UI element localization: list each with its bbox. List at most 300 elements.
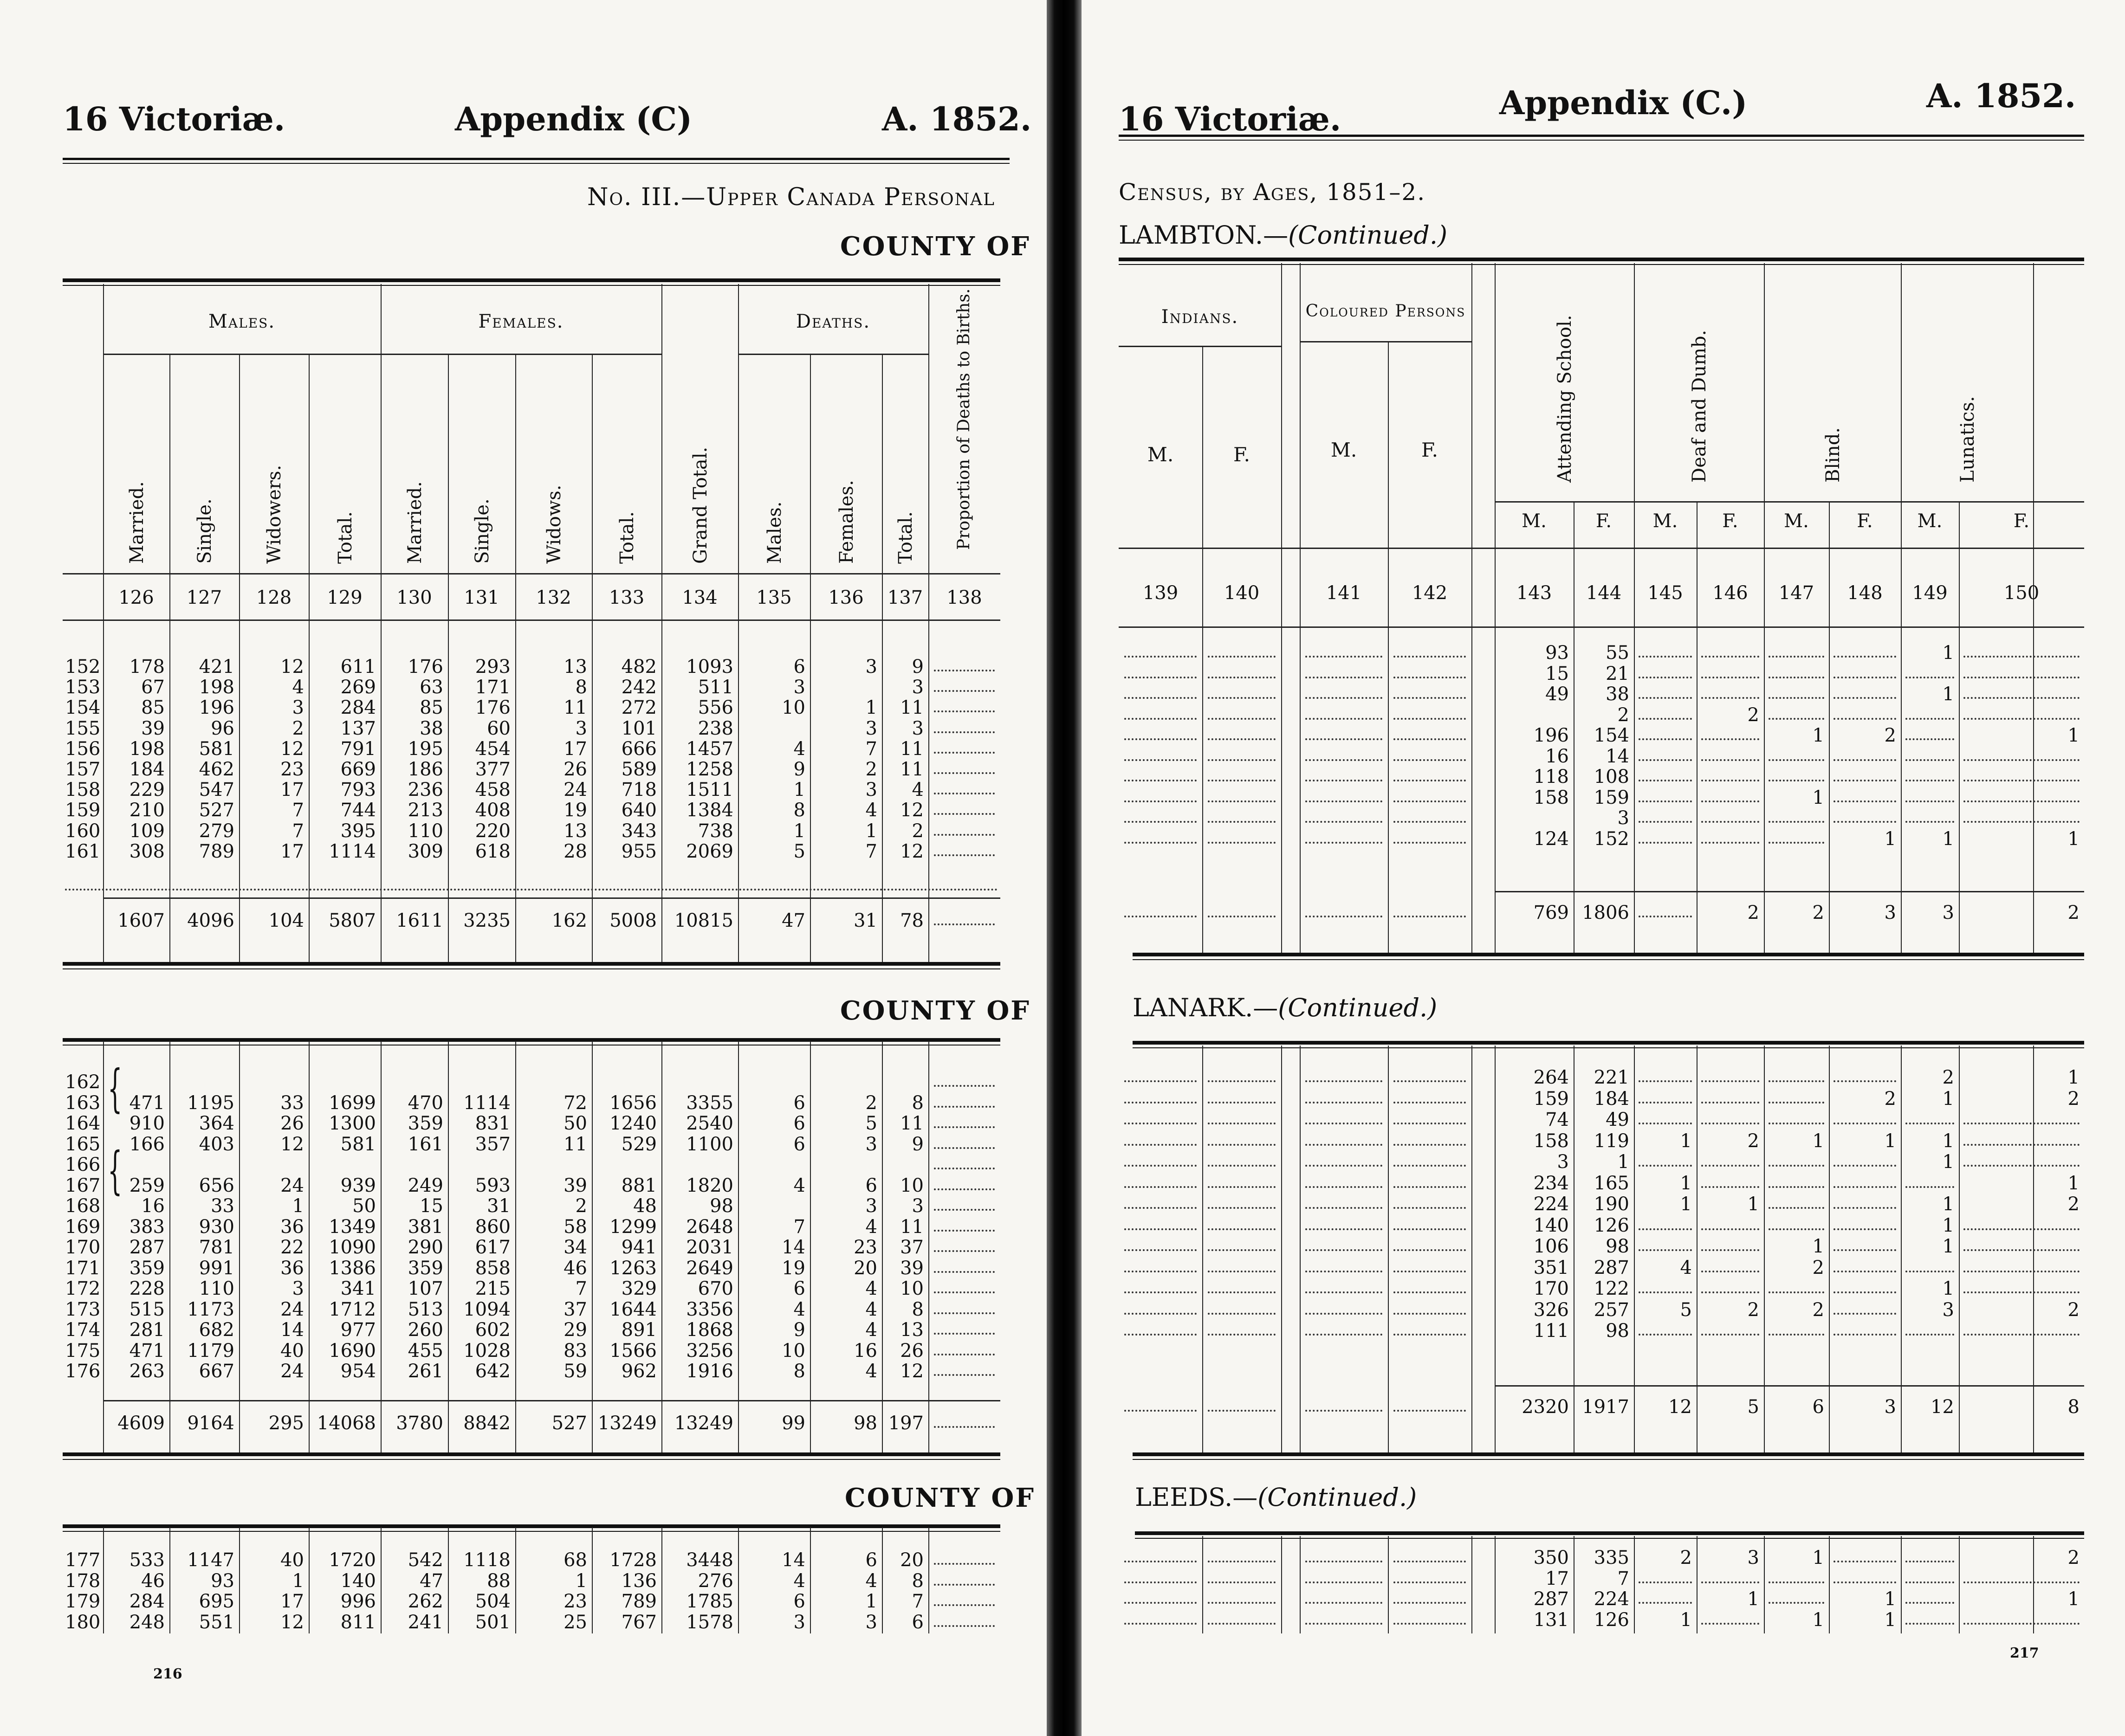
dot-leader (1639, 718, 1692, 720)
dot-leader (1305, 677, 1382, 678)
total-cell: 1917 (1582, 1396, 1629, 1418)
dot-leader (1305, 1602, 1382, 1604)
data-cell: 98 (1606, 1236, 1629, 1257)
data-cell: 7 (1617, 1568, 1629, 1589)
data-cell: 350 (1533, 1547, 1569, 1568)
data-cell: 178 (129, 656, 165, 678)
column-number: 144 (1586, 582, 1622, 604)
dot-leader (1305, 1144, 1382, 1146)
data-cell: 2649 (686, 1257, 733, 1279)
data-cell: 962 (621, 1361, 657, 1382)
dot-leader (65, 889, 998, 891)
header-bottom-rule (1119, 548, 2084, 549)
total-cell: 5 (1747, 1396, 1759, 1418)
data-cell: 811 (340, 1611, 376, 1633)
data-cell: 46 (564, 1257, 587, 1279)
dot-leader (1208, 697, 1276, 699)
data-cell: 12 (900, 840, 924, 862)
column-number: 147 (1778, 582, 1814, 604)
group-label-indians: Indians. (1161, 306, 1239, 328)
total-cell: 3235 (463, 910, 511, 931)
dot-leader (1905, 1123, 1954, 1124)
data-cell: 2 (865, 759, 877, 780)
data-cell: 221 (1594, 1067, 1629, 1088)
data-cell: 1 (1812, 1547, 1824, 1568)
data-cell: 272 (621, 697, 657, 719)
data-cell: 1 (1680, 1172, 1692, 1194)
data-cell: 159 (1594, 787, 1629, 808)
header-center: Appendix (C.) (1499, 84, 1748, 122)
section-3-top-rule (63, 1524, 1000, 1532)
dot-leader (1963, 1581, 2080, 1583)
column-number-rule (63, 620, 1000, 621)
column-header-group: Blind. (1822, 427, 1844, 483)
dot-leader (1963, 780, 2080, 781)
data-cell: 3 (1747, 1547, 1759, 1568)
dot-leader (1639, 656, 1692, 658)
data-cell: 2 (1747, 1130, 1759, 1152)
row-number: 175 (65, 1340, 101, 1362)
dot-leader (1208, 1080, 1276, 1082)
dot-leader (1393, 1165, 1466, 1167)
data-cell: 229 (129, 779, 165, 801)
dot-leader (1963, 718, 2080, 720)
data-cell: 184 (1594, 1088, 1629, 1110)
column-number: 145 (1647, 582, 1683, 604)
data-cell: 1 (1884, 828, 1896, 850)
dot-leader (1963, 1334, 2080, 1336)
leeds-continued: (Continued.) (1257, 1483, 1417, 1512)
dot-leader (1963, 677, 2080, 678)
total-cell: 8 (2067, 1396, 2080, 1418)
dot-leader (1305, 1080, 1382, 1082)
data-cell: 58 (564, 1216, 587, 1238)
data-cell: 12 (280, 1133, 304, 1155)
data-cell: 891 (621, 1319, 657, 1341)
data-cell: 17 (280, 779, 304, 801)
data-cell: 93 (1545, 642, 1569, 664)
row-number: 172 (65, 1278, 101, 1299)
data-cell: 2 (2067, 1194, 2080, 1215)
dot-leader (1639, 1080, 1692, 1082)
dot-leader (1701, 697, 1759, 699)
data-cell: 262 (408, 1591, 443, 1612)
total-cell: 47 (782, 910, 805, 931)
dot-leader (1701, 1271, 1759, 1272)
group-rule-males (103, 354, 381, 355)
dot-leader (1208, 1186, 1276, 1188)
data-cell: 269 (340, 677, 376, 698)
data-cell: 3 (1942, 1299, 1954, 1321)
row-number: 167 (65, 1175, 101, 1196)
county-heading-3: COUNTY OF (845, 1483, 1036, 1513)
dot-leader (1833, 1207, 1896, 1209)
dot-leader (1393, 916, 1466, 917)
data-cell: 581 (340, 1133, 376, 1155)
dot-leader (1701, 1291, 1759, 1293)
column-header: Married. (126, 481, 148, 564)
data-cell: 224 (1594, 1588, 1629, 1610)
data-cell: 29 (564, 1319, 587, 1341)
data-cell: 682 (199, 1319, 234, 1341)
dot-leader (1963, 1228, 2080, 1230)
dot-leader (934, 1085, 995, 1087)
data-cell: 941 (621, 1237, 657, 1258)
dot-leader (1639, 1228, 1692, 1230)
data-cell: 341 (340, 1278, 376, 1299)
data-cell: 37 (564, 1298, 587, 1320)
dot-leader (1963, 1144, 2080, 1146)
dot-leader (1905, 759, 1954, 761)
data-cell: 359 (129, 1257, 165, 1279)
data-cell: 109 (129, 820, 165, 842)
header-col-line (1471, 263, 1472, 626)
data-cell: 6 (793, 1113, 805, 1134)
dot-leader (934, 1250, 995, 1252)
dot-leader (1833, 656, 1896, 658)
total-cell: 13249 (674, 1413, 733, 1434)
data-cell: 49 (1545, 684, 1569, 705)
data-cell: 602 (475, 1319, 511, 1341)
data-cell: 1 (1747, 1194, 1759, 1215)
dot-leader (1393, 842, 1466, 844)
row-number: 178 (65, 1570, 101, 1592)
data-cell: 11 (900, 697, 924, 719)
data-cell: 3 (912, 1195, 924, 1217)
data-cell: 1 (575, 1570, 587, 1592)
dot-leader (1208, 1165, 1276, 1167)
dot-leader (1208, 1144, 1276, 1146)
dot-leader (1124, 677, 1197, 678)
total-cell: 4096 (187, 910, 234, 931)
data-cell: 4 (793, 1175, 805, 1196)
dot-leader (1393, 1228, 1466, 1230)
data-cell: 13 (564, 656, 587, 678)
dot-leader (1393, 697, 1466, 699)
dot-leader (1305, 1581, 1382, 1583)
dot-leader (1639, 1165, 1692, 1167)
dot-leader (1124, 1186, 1197, 1188)
data-cell: 234 (1533, 1172, 1569, 1194)
data-cell: 158 (1533, 1130, 1569, 1152)
data-cell: 108 (1594, 766, 1629, 787)
table-title: Census, by Ages, 1851–2. (1119, 179, 1426, 206)
dot-leader (1208, 842, 1276, 844)
folio-left: 216 (153, 1666, 182, 1682)
data-cell: 1 (1942, 1236, 1954, 1257)
total-cell: 3 (1942, 902, 1954, 923)
column-number: 126 (118, 587, 154, 608)
data-cell: 454 (475, 738, 511, 760)
data-cell: 261 (408, 1361, 443, 1382)
col-line (1281, 626, 1282, 953)
data-cell: 7 (292, 820, 304, 842)
column-header: Widows. (543, 484, 565, 564)
data-cell: 6 (793, 1591, 805, 1612)
col-line (1300, 1045, 1301, 1452)
data-cell: 1916 (686, 1361, 733, 1382)
data-cell: 165 (1594, 1172, 1629, 1194)
data-cell: 1699 (329, 1092, 376, 1114)
dot-leader (1208, 1623, 1276, 1625)
data-cell: 2 (1747, 1299, 1759, 1321)
data-cell: 40 (280, 1340, 304, 1362)
data-cell: 4 (865, 1319, 877, 1341)
dot-leader (1305, 1334, 1382, 1336)
data-cell: 4 (865, 1216, 877, 1238)
data-cell: 744 (340, 800, 376, 821)
data-cell: 2 (575, 1195, 587, 1217)
dot-leader (1393, 1186, 1466, 1188)
data-cell: 284 (340, 697, 376, 719)
data-cell: 17 (564, 738, 587, 760)
data-cell: 158 (1533, 787, 1569, 808)
dot-leader (1905, 1271, 1954, 1272)
data-cell: 119 (1594, 1130, 1629, 1152)
col-line (1281, 1536, 1282, 1633)
data-cell: 1868 (686, 1319, 733, 1341)
data-cell: 13 (564, 820, 587, 842)
data-cell: 48 (633, 1195, 657, 1217)
total-cell: 12 (1668, 1396, 1692, 1418)
data-cell: 59 (564, 1361, 587, 1382)
data-cell: 551 (199, 1611, 234, 1633)
row-number: 176 (65, 1361, 101, 1382)
data-cell: 224 (1533, 1194, 1569, 1215)
data-cell: 1712 (329, 1298, 376, 1320)
data-cell: 28 (564, 840, 587, 862)
data-cell: 36 (280, 1257, 304, 1279)
dot-leader (934, 1230, 995, 1232)
dot-leader (1769, 842, 1824, 844)
dot-leader (934, 1604, 995, 1606)
data-cell: 501 (475, 1611, 511, 1633)
dot-leader (1305, 738, 1382, 740)
data-cell: 2 (1942, 1067, 1954, 1088)
dot-leader (1905, 1561, 1954, 1562)
group-rule-females (381, 354, 661, 355)
data-cell: 26 (280, 1113, 304, 1134)
data-cell: 10 (782, 1340, 805, 1362)
dot-leader (1769, 1080, 1824, 1082)
data-cell: 23 (564, 1591, 587, 1612)
dot-leader (1963, 821, 2080, 823)
column-number: 127 (186, 587, 222, 608)
col-line (1471, 1536, 1472, 1633)
data-cell: 1114 (329, 840, 376, 862)
dot-leader (1305, 780, 1382, 781)
data-cell: 264 (1533, 1067, 1569, 1088)
row-number: 166 (65, 1154, 101, 1175)
sub-mf-label: F. (2013, 510, 2030, 532)
data-cell: 14 (1606, 745, 1629, 767)
data-cell: 930 (199, 1216, 234, 1238)
column-number: 135 (756, 587, 792, 608)
data-cell: 640 (621, 800, 657, 821)
data-cell: 122 (1594, 1278, 1629, 1299)
data-cell: 542 (408, 1549, 443, 1571)
dot-leader (1393, 1561, 1466, 1562)
totals-rule (103, 897, 1000, 899)
dot-leader (1208, 1602, 1276, 1604)
col-line (1202, 1536, 1203, 1633)
dot-leader (1639, 916, 1692, 917)
dot-leader (1905, 780, 1954, 781)
data-cell: 50 (564, 1113, 587, 1134)
data-cell: 581 (199, 738, 234, 760)
data-cell: 101 (621, 717, 657, 739)
dot-leader (1833, 1080, 1896, 1082)
data-cell: 161 (408, 1133, 443, 1155)
dot-leader (1701, 821, 1759, 823)
header-coloured-m: M. (1330, 439, 1357, 461)
data-cell: 111 (1533, 1320, 1569, 1342)
data-cell: 2 (292, 717, 304, 739)
dot-leader (1393, 718, 1466, 720)
dot-leader (1393, 1334, 1466, 1336)
data-cell: 21 (1606, 663, 1629, 684)
dot-leader (1833, 780, 1896, 781)
data-cell: 126 (1594, 1609, 1629, 1631)
data-cell: 12 (900, 800, 924, 821)
dot-leader (1393, 1271, 1466, 1272)
data-cell: 2 (1680, 1547, 1692, 1568)
row-number: 161 (65, 840, 101, 862)
data-cell: 1 (793, 820, 805, 842)
dot-leader (1124, 1080, 1197, 1082)
data-cell: 5 (1680, 1299, 1692, 1321)
dot-leader (1769, 821, 1824, 823)
data-cell: 39 (141, 717, 165, 739)
total-cell: 98 (854, 1413, 877, 1434)
dot-leader (1208, 1561, 1276, 1562)
data-cell: 8 (575, 677, 587, 698)
dot-leader (1208, 656, 1276, 658)
data-cell: 695 (199, 1591, 234, 1612)
data-cell: 1 (1812, 1236, 1824, 1257)
dot-leader (1769, 780, 1824, 781)
data-cell: 670 (698, 1278, 733, 1299)
dot-leader (1124, 1561, 1197, 1562)
dot-leader (1393, 1291, 1466, 1293)
dot-leader (1393, 738, 1466, 740)
data-cell: 4 (865, 1298, 877, 1320)
dot-leader (1208, 1123, 1276, 1124)
data-cell: 781 (199, 1237, 234, 1258)
data-cell: 124 (1533, 828, 1569, 850)
data-cell: 482 (621, 656, 657, 678)
total-cell: 104 (268, 910, 304, 931)
data-cell: 858 (475, 1257, 511, 1279)
header-indians-m: M. (1147, 443, 1174, 466)
dot-leader (1124, 1291, 1197, 1293)
dot-leader (1124, 1228, 1197, 1230)
data-cell: 1173 (187, 1298, 234, 1320)
column-number: 133 (609, 587, 645, 608)
data-cell: 308 (129, 840, 165, 862)
data-cell: 63 (420, 677, 443, 698)
dot-leader (1305, 1271, 1382, 1272)
dot-leader (1124, 916, 1197, 917)
dot-leader (1833, 1249, 1896, 1251)
data-cell: 458 (475, 779, 511, 801)
data-cell: 789 (199, 840, 234, 862)
data-cell: 38 (420, 717, 443, 739)
dot-leader (1963, 1291, 2080, 1293)
lanark-heading (1133, 993, 1437, 1022)
totals-rule (103, 1400, 1000, 1401)
data-cell: 6 (912, 1611, 924, 1633)
data-cell: 14 (782, 1237, 805, 1258)
data-cell: 1179 (187, 1340, 234, 1362)
data-cell: 14 (280, 1319, 304, 1341)
data-cell: 954 (340, 1361, 376, 1382)
dot-leader (1305, 697, 1382, 699)
dot-leader (1905, 1602, 1954, 1604)
data-cell: 617 (475, 1237, 511, 1258)
column-number: 140 (1224, 582, 1260, 604)
row-number: 168 (65, 1195, 101, 1217)
data-cell: 1 (1942, 1088, 1954, 1110)
dot-leader (934, 1126, 995, 1128)
dot-leader (1208, 916, 1276, 917)
header-col-line (1764, 263, 1765, 626)
total-cell: 2 (1812, 902, 1824, 923)
data-cell: 1 (793, 779, 805, 801)
data-cell: 38 (1606, 684, 1629, 705)
col-line (1634, 1045, 1635, 1452)
data-cell: 23 (280, 759, 304, 780)
county-heading-1: COUNTY OF (840, 231, 1031, 262)
data-cell: 860 (475, 1216, 511, 1238)
data-cell: 93 (211, 1570, 234, 1592)
dot-leader (1905, 738, 1954, 740)
data-cell: 236 (408, 779, 443, 801)
dot-leader (1963, 800, 2080, 802)
column-header: Widowers. (264, 465, 285, 564)
row-number: 157 (65, 759, 101, 780)
data-cell: 1 (1884, 1130, 1896, 1152)
dot-leader (934, 1333, 995, 1335)
dot-leader (1701, 1228, 1759, 1230)
dot-leader (1833, 1271, 1896, 1272)
lambton-heading-name: LAMBTON.— (1119, 220, 1289, 250)
data-cell: 19 (782, 1257, 805, 1279)
data-cell: 618 (475, 840, 511, 862)
column-number: 146 (1712, 582, 1748, 604)
dot-leader (1833, 1165, 1896, 1167)
dot-leader (1393, 800, 1466, 802)
column-header-group: Attending School. (1554, 315, 1575, 483)
data-cell: 513 (408, 1298, 443, 1320)
sub-mf-label: F. (1595, 510, 1612, 532)
data-cell: 249 (408, 1175, 443, 1196)
dot-leader (1305, 1102, 1382, 1104)
dot-leader (1305, 1313, 1382, 1315)
dot-leader (1124, 738, 1197, 740)
data-cell: 6 (793, 1278, 805, 1299)
data-cell: 1195 (187, 1092, 234, 1114)
col-line (1202, 1045, 1203, 1452)
sub-mf-label: M. (1917, 510, 1943, 532)
lanark-top-rule (1133, 1041, 2084, 1048)
dot-leader (934, 854, 995, 856)
total-cell: 6 (1812, 1396, 1824, 1418)
data-cell: 8 (912, 1092, 924, 1114)
column-number: 149 (1912, 582, 1948, 604)
total-cell: 99 (782, 1413, 805, 1434)
dot-leader (1208, 1102, 1276, 1104)
